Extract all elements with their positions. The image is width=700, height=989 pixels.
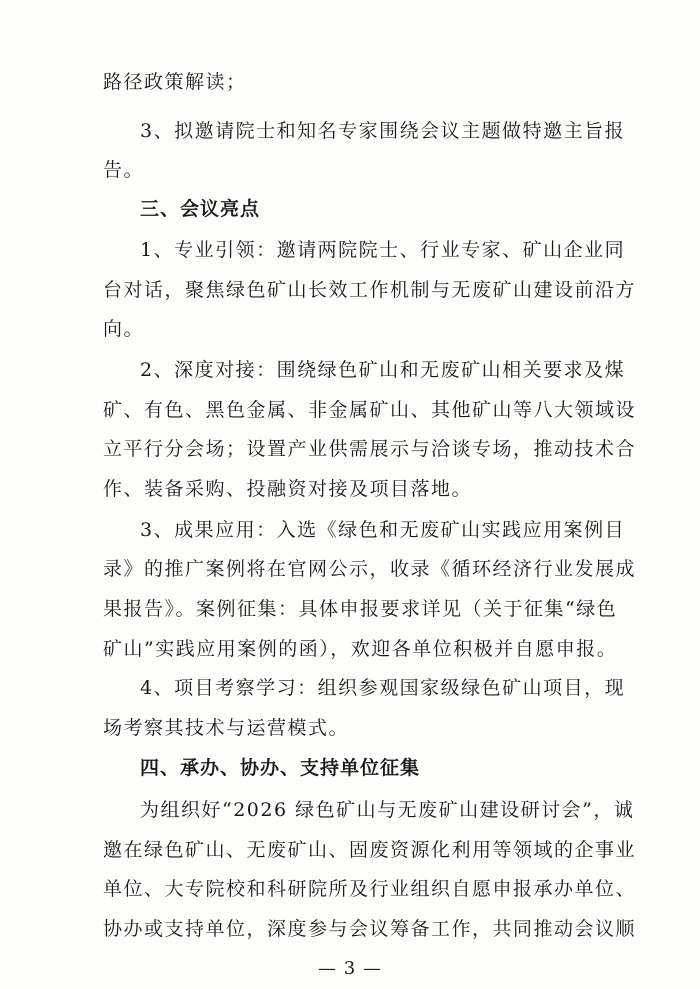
- body-text-line: 矿、有色、黑色金属、非金属矿山、其他矿山等八大领域设: [103, 399, 637, 421]
- body-text-line: 场考察其技术与运营模式。: [103, 717, 350, 739]
- body-text-line: 作、装备采购、投融资对接及项目落地。: [103, 478, 473, 500]
- body-text-line: 3、拟邀请院士和知名专家围绕会议主题做特邀主旨报: [140, 120, 626, 142]
- body-text-line: 4、项目考察学习：组织参观国家级绿色矿山项目，现: [140, 677, 626, 699]
- section-heading: 三、会议亮点: [140, 198, 261, 220]
- body-text-line: 为组织好“2026 绿色矿山与无废矿山建设研讨会”，诚: [140, 799, 635, 821]
- body-text-line: 单位、大专院校和科研院所及行业组织自愿申报承办单位、: [103, 878, 637, 900]
- section-heading: 四、承办、协办、支持单位征集: [140, 757, 421, 779]
- body-text-line: 立平行分会场；设置产业供需展示与洽谈专场，推动技术合: [103, 438, 637, 460]
- body-text-line: 矿山”实践应用案例的函），欢迎各单位积极并自愿申报。: [103, 638, 618, 660]
- body-text-line: 向。: [103, 318, 145, 340]
- body-text-line: 1、专业引领：邀请两院院士、行业专家、矿山企业同: [140, 239, 626, 261]
- body-text-line: 协办或支持单位，深度参与会议筹备工作，共同推动会议顺: [103, 918, 637, 940]
- body-text-line: 邀在绿色矿山、无废矿山、固废资源化利用等领域的企事业: [103, 839, 637, 861]
- body-text-line: 台对话，聚焦绿色矿山长效工作机制与无废矿山建设前沿方: [103, 279, 637, 301]
- page-number: — 3 —: [318, 958, 382, 979]
- body-text-line: 3、成果应用：入选《绿色和无废矿山实践应用案例目: [140, 519, 626, 541]
- body-text-line: 告。: [103, 159, 145, 181]
- body-text-line: 路径政策解读；: [103, 71, 247, 93]
- body-text-line: 2、深度对接：围绕绿色矿山和无废矿山相关要求及煤: [140, 359, 626, 381]
- body-text-line: 果报告》。案例征集：具体申报要求详见（关于征集“绿色: [103, 598, 618, 620]
- body-text-line: 录》的推广案例将在官网公示，收录《循环经济行业发展成: [103, 558, 637, 580]
